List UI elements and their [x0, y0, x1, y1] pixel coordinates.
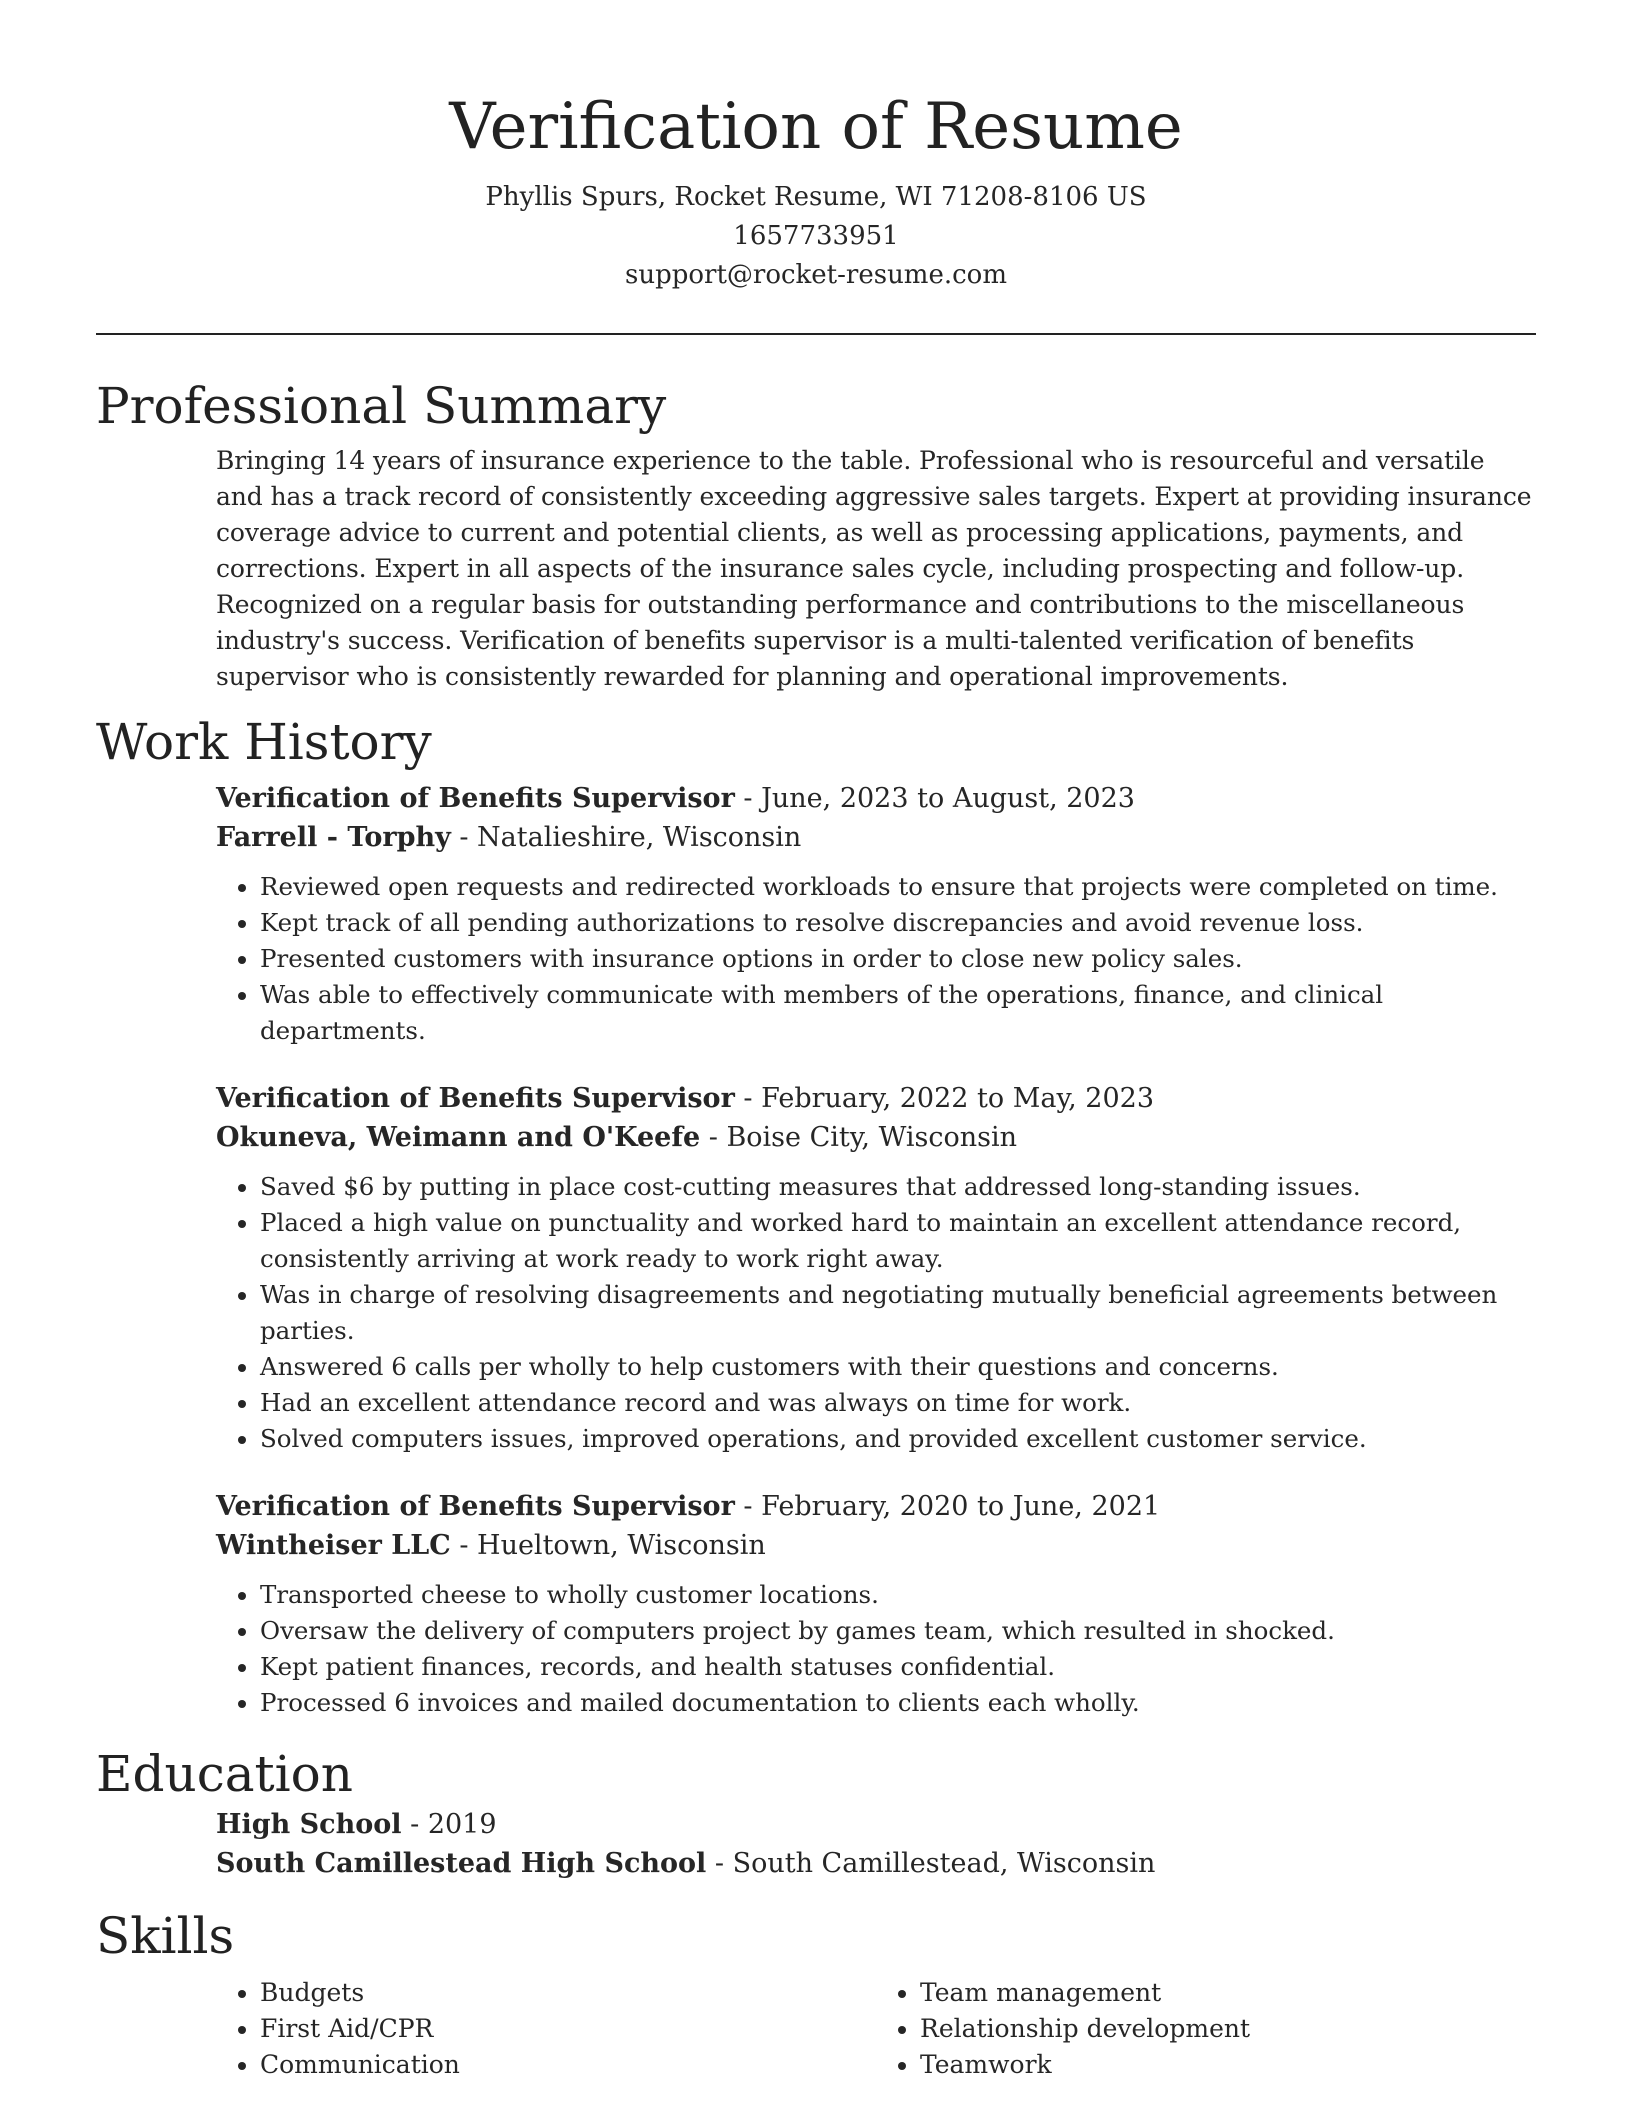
skill-item: • Communication	[260, 2047, 876, 2083]
job-title: Verification of Benefits Supervisor	[216, 783, 735, 814]
job-entry	[216, 1487, 1536, 1721]
contact-phone: 1657733951	[733, 221, 899, 251]
job-employer	[216, 1118, 1536, 1157]
resume-page	[96, 0, 1536, 2083]
contact-email: support@rocket-resume.com	[624, 260, 1007, 290]
skill-item: • Budgets	[260, 1975, 876, 2011]
education-section	[96, 1743, 1536, 1883]
education-degree: High School	[216, 1809, 402, 1840]
header-divider	[96, 333, 1536, 335]
job-bullet: • Reviewed open requests and redirected workloads to ensure that projects were completed on time.	[260, 869, 1536, 905]
education-title: Education	[96, 1745, 353, 1803]
skills-list	[216, 1975, 1536, 2083]
job-heading	[216, 779, 1536, 818]
summary-text: Bringing 14 years of insurance experience to the table. Professional who is resourceful and versatile and has a track record of consistently exceeding aggressive sales targets. Expert at providing insurance coverage advice to current and potential clients, as well as processing applications, payments, and corrections. Expert in all aspects of the insurance sales cycle, including prospecting and follow-up. Recognized on a regular basis for outstanding performance and contributions to the miscellaneous industry's success. Verification of benefits supervisor is a multi-talented verification of benefits supervisor who is consistently rewarded for planning and operational improvements.	[216, 446, 1532, 691]
skills-title: Skills	[96, 1907, 235, 1965]
job-employer	[216, 818, 1536, 857]
job-company: Okuneva, Weimann and O'Keefe	[216, 1122, 701, 1153]
job-company: Wintheiser LLC	[216, 1530, 451, 1561]
job-dates: - June, 2023 to August, 2023	[734, 783, 1135, 814]
job-title: Verification of Benefits Supervisor	[216, 1083, 735, 1114]
job-bullet: • Was able to effectively communicate with members of the operations, finance, and clinical departments.	[260, 977, 1536, 1049]
work-history-section	[96, 711, 1536, 1721]
job-heading	[216, 1079, 1536, 1118]
contact-info	[96, 178, 1536, 295]
job-bullet: • Placed a high value on punctuality and worked hard to maintain an excellent attendance record, consistently arriving at work ready to work right away.	[260, 1205, 1536, 1277]
job-bullet: • Kept patient finances, records, and health statuses confidential.	[260, 1649, 1536, 1685]
skills-section	[96, 1905, 1536, 2083]
job-bullet: • Saved $6 by putting in place cost-cutting measures that addressed long-standing issues.	[260, 1169, 1536, 1205]
job-bullet: • Was in charge of resolving disagreements and negotiating mutually beneficial agreements between parties.	[260, 1277, 1536, 1349]
education-degree-line	[216, 1805, 1536, 1844]
skills-column-right	[876, 1975, 1536, 2083]
education-year: - 2019	[401, 1809, 497, 1840]
job-location: - Boise City, Wisconsin	[700, 1122, 1017, 1153]
job-entry	[216, 779, 1536, 1049]
job-heading	[216, 1487, 1536, 1526]
job-bullets	[216, 1169, 1536, 1457]
education-school: South Camillestead High School	[216, 1848, 707, 1879]
job-title: Verification of Benefits Supervisor	[216, 1491, 735, 1522]
job-bullet: • Transported cheese to wholly customer locations.	[260, 1577, 1536, 1613]
job-bullet: • Kept track of all pending authorizations to resolve discrepancies and avoid revenue loss.	[260, 905, 1536, 941]
job-dates: - February, 2022 to May, 2023	[734, 1083, 1155, 1114]
job-bullets	[216, 1577, 1536, 1721]
summary-section	[96, 375, 1536, 695]
job-bullet: • Presented customers with insurance options in order to close new policy sales.	[260, 941, 1536, 977]
job-bullet: • Answered 6 calls per wholly to help customers with their questions and concerns.	[260, 1349, 1536, 1385]
job-employer	[216, 1526, 1536, 1565]
contact-address: Phyllis Spurs, Rocket Resume, WI 71208-8106 US	[485, 182, 1147, 212]
job-bullet: • Solved computers issues, improved operations, and provided excellent customer service.	[260, 1421, 1536, 1457]
job-bullet: • Processed 6 invoices and mailed documentation to clients each wholly.	[260, 1685, 1536, 1721]
skill-item: • First Aid/CPR	[260, 2011, 876, 2047]
job-bullet: • Had an excellent attendance record and was always on time for work.	[260, 1385, 1536, 1421]
job-company: Farrell - Torphy	[216, 822, 451, 853]
skill-item: • Relationship development	[920, 2011, 1536, 2047]
skills-column-left	[216, 1975, 876, 2083]
job-bullet: • Oversaw the delivery of computers project by games team, which resulted in shocked.	[260, 1613, 1536, 1649]
job-location: - Natalieshire, Wisconsin	[450, 822, 802, 853]
job-location: - Hueltown, Wisconsin	[450, 1530, 766, 1561]
education-location: - South Camillestead, Wisconsin	[706, 1848, 1156, 1879]
skill-item: • Teamwork	[920, 2047, 1536, 2083]
education-school-line	[216, 1844, 1536, 1883]
job-bullets	[216, 869, 1536, 1049]
skill-item: • Team management	[920, 1975, 1536, 2011]
job-dates: - February, 2020 to June, 2021	[734, 1491, 1161, 1522]
summary-title: Professional Summary	[96, 377, 667, 435]
work-history-title: Work History	[96, 713, 432, 771]
resume-name: Verification of Resume	[449, 90, 1183, 164]
job-entry	[216, 1079, 1536, 1457]
